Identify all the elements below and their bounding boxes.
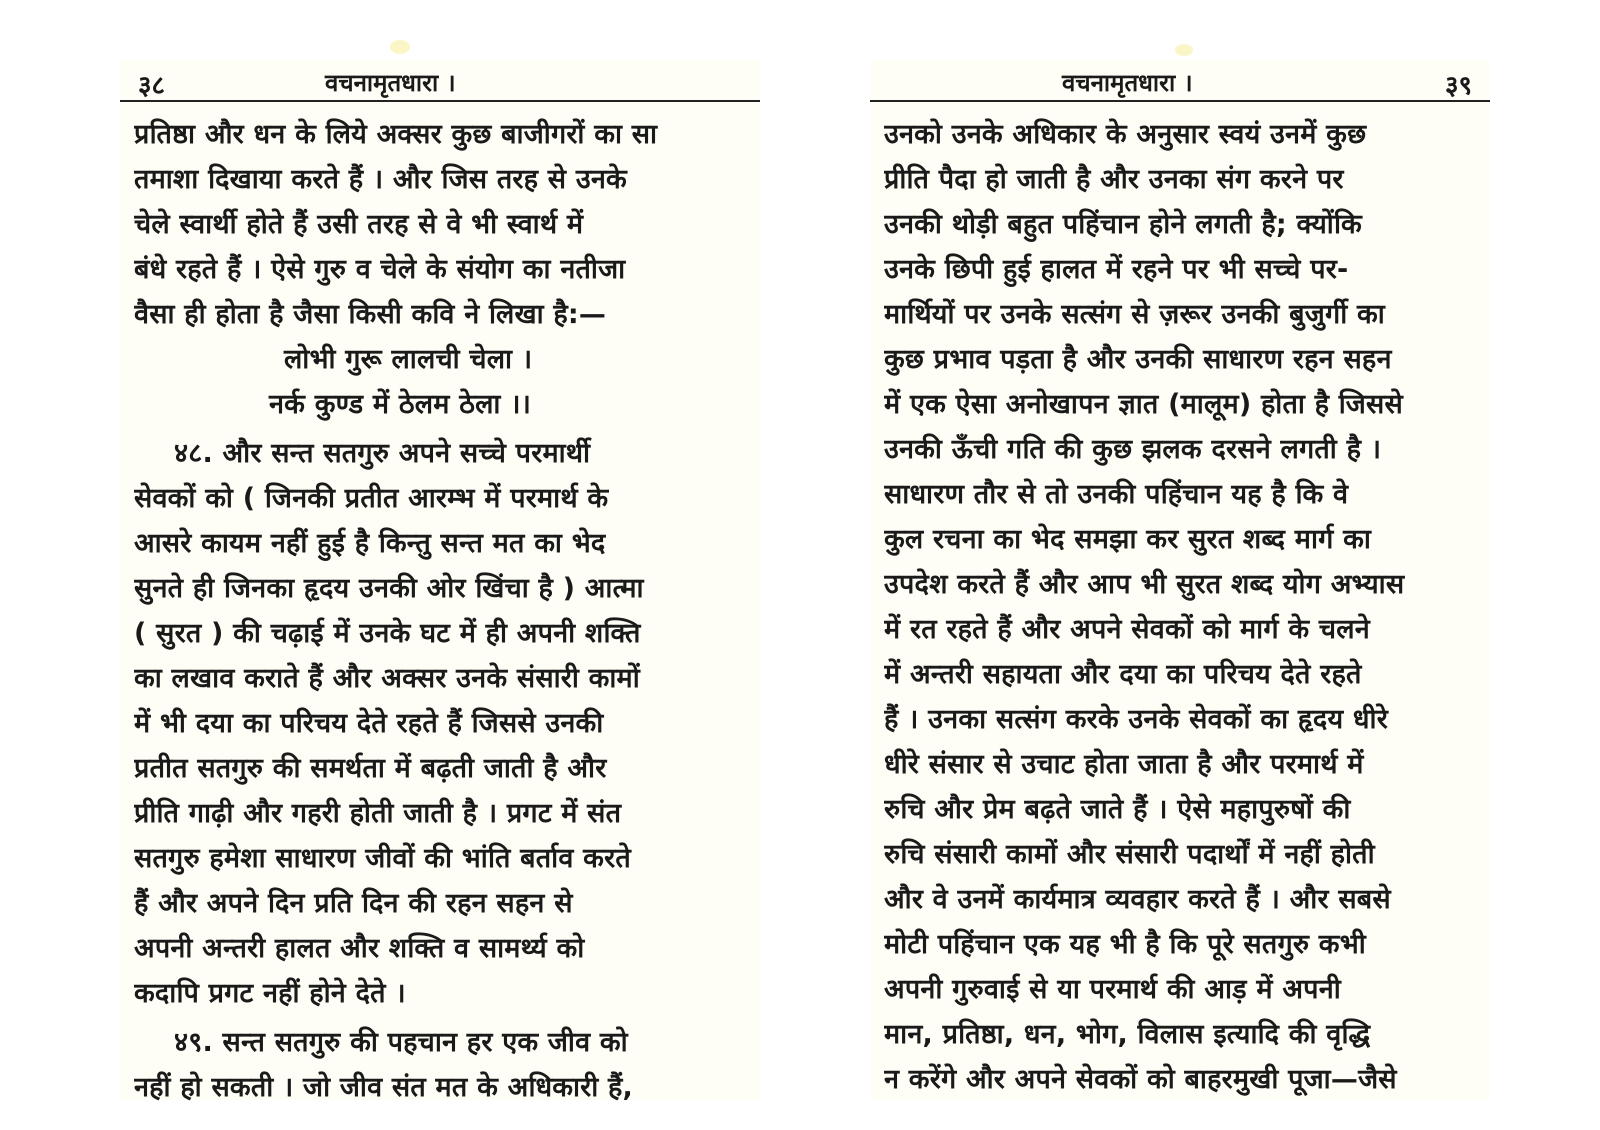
text-line: उनकी ऊँची गति की कुछ झलक दरसने लगती है ।: [884, 434, 1382, 465]
paragraph-49-start: ४९. सन्त सतगुरु की पहचान हर एक जीव को: [174, 1027, 628, 1058]
text-line: धीरे संसार से उचाट होता जाता है और परमार्थ में: [884, 749, 1364, 780]
text-line: कुछ प्रभाव पड़ता है और उनकी साधारण रहन सहन: [884, 344, 1392, 375]
text-line: कदापि प्रगट नहीं होने देते ।: [134, 978, 406, 1009]
right-page-number: ३९: [1444, 71, 1472, 101]
text-line: सतगुरु हमेशा साधारण जीवों की भांति बर्ताव करते: [134, 843, 631, 874]
text-line: वैसा ही होता है जैसा किसी कवि ने लिखा है:—: [134, 299, 607, 330]
text-line: हैं । उनका सत्संग करके उनके सेवकों का हृदय धीरे: [884, 704, 1388, 735]
text-line: में अन्तरी सहायता और दया का परिचय देते रहते: [884, 659, 1362, 690]
text-line: सुनते ही जिनका हृदय उनकी ओर खिंचा है ) आत्मा: [134, 573, 644, 604]
text-line: चेले स्वार्थी होते हैं उसी तरह से वे भी स्वार्थ में: [134, 209, 584, 240]
text-line: रुचि संसारी कामों और संसारी पदार्थों में नहीं होती: [884, 839, 1375, 870]
text-line: उनको उनके अधिकार के अनुसार स्वयं उनमें कुछ: [884, 119, 1367, 150]
left-page-number: ३८: [138, 71, 166, 101]
text-line: मोटी पहिंचान एक यह भी है कि पूरे सतगुरु कभी: [884, 929, 1366, 960]
left-page: [120, 60, 760, 1103]
text-line: प्रीति गाढ़ी और गहरी होती जाती है । प्रगट में संत: [134, 798, 622, 829]
text-line: और वे उनमें कार्यमात्र व्यवहार करते हैं । और सबसे: [884, 884, 1391, 915]
text-line: बंधे रहते हैं । ऐसे गुरु व चेले के संयोग का नतीजा: [134, 254, 626, 285]
text-line: साधारण तौर से तो उनकी पहिंचान यह है कि वे: [884, 479, 1349, 510]
text-line: प्रतिष्ठा और धन के लिये अक्सर कुछ बाजीगरों का सा: [134, 119, 658, 150]
text-line: का लखाव कराते हैं और अक्सर उनके संसारी कामों: [134, 663, 640, 694]
text-line: अपनी अन्तरी हालत और शक्ति व सामर्थ्य को: [134, 933, 585, 964]
text-line: मान, प्रतिष्ठा, धन, भोग, विलास इत्यादि की वृद्धि: [884, 1019, 1371, 1050]
text-line: न करेंगे और अपने सेवकों को बाहरमुखी पूजा—जैसे: [884, 1064, 1397, 1095]
text-line: सेवकों को ( जिनकी प्रतीत आरम्भ में परमार्थ के: [134, 483, 609, 514]
right-page: [870, 60, 1490, 1100]
text-line: तमाशा दिखाया करते हैं । और जिस तरह से उनके: [134, 164, 627, 195]
text-line: में एक ऐसा अनोखापन ज्ञात (मालूम) होता है जिससे: [884, 389, 1403, 420]
text-line: रुचि और प्रेम बढ़ते जाते हैं । ऐसे महापुरुषों की: [884, 794, 1351, 825]
text-line: कुल रचना का भेद समझा कर सुरत शब्द मार्ग का: [884, 524, 1372, 555]
verse-line: लोभी गुरू लालची चेला ।: [284, 344, 533, 375]
text-line: प्रीति पैदा हो जाती है और उनका संग करने पर: [884, 164, 1344, 195]
text-line: अपनी गुरुवाई से या परमार्थ की आड़ में अपनी: [884, 974, 1341, 1005]
text-line: उनकी थोड़ी बहुत पहिंचान होने लगती है; क्योंकि: [884, 209, 1362, 240]
left-page-header: [120, 60, 760, 102]
text-line: उपदेश करते हैं और आप भी सुरत शब्द योग अभ्यास: [884, 569, 1405, 600]
text-line: आसरे कायम नहीं हुई है किन्तु सन्त मत का भेद: [134, 528, 606, 559]
paragraph-48-start: ४८. और सन्त सतगुरु अपने सच्चे परमार्थी: [174, 438, 591, 469]
right-page-body: [884, 112, 1476, 1102]
right-page-header: [870, 60, 1490, 102]
text-line: ( सुरत ) की चढ़ाई में उनके घट में ही अपनी शक्ति: [134, 618, 641, 649]
text-line: मार्थियों पर उनके सत्संग से ज़रूर उनकी बुजुर्गी का: [884, 299, 1385, 330]
text-line: में भी दया का परिचय देते रहते हैं जिससे उनकी: [134, 708, 604, 739]
text-line: उनके छिपी हुई हालत में रहने पर भी सच्चे पर-: [884, 254, 1349, 285]
text-line: हैं और अपने दिन प्रति दिन की रहन सहन से: [134, 888, 573, 919]
text-line: नहीं हो सकती । जो जीव संत मत के अधिकारी हैं,: [134, 1072, 634, 1103]
right-running-title: वचनामृतधारा ।: [1062, 69, 1193, 97]
text-line: में रत रहते हैं और अपने सेवकों को मार्ग के चलने: [884, 614, 1370, 645]
text-line: प्रतीत सतगुरु की समर्थता में बढ़ती जाती है और: [134, 753, 607, 784]
left-running-title: वचनामृतधारा ।: [325, 69, 456, 97]
left-page-body: [134, 112, 746, 1110]
verse-line: नर्क कुण्ड में ठेलम ठेला ।।: [269, 389, 532, 420]
